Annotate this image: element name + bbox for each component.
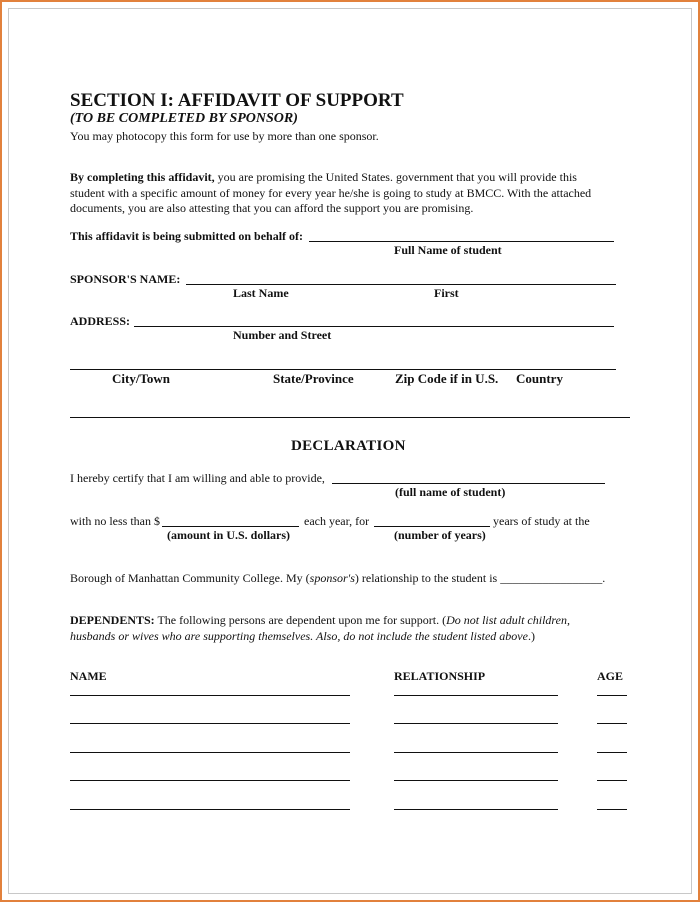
sponsors-word: sponsor's <box>309 571 355 585</box>
col-header-name: NAME <box>70 669 107 683</box>
dependent-relationship-field[interactable] <box>394 752 558 753</box>
first-name-caption: First <box>434 286 459 300</box>
col-header-relationship: RELATIONSHIP <box>394 669 486 683</box>
dependent-relationship-field[interactable] <box>394 695 558 696</box>
borough-text: Borough of Manhattan Community College. My ( <box>70 571 310 585</box>
dependent-relationship-field[interactable] <box>394 780 558 781</box>
city-state-zip-field[interactable] <box>70 369 616 370</box>
no-less-text: with no less than $ <box>70 514 160 528</box>
section-divider <box>70 417 630 418</box>
dependent-age-field[interactable] <box>597 752 627 753</box>
street-address-field[interactable] <box>134 326 614 327</box>
dependents-italic-2: husbands or wives who are supporting themselves. Also, do not include the student listed above <box>70 628 528 643</box>
declaration-student-field[interactable] <box>332 483 605 484</box>
declaration-heading: DECLARATION <box>291 438 406 454</box>
street-caption: Number and Street <box>233 328 332 342</box>
dependent-name-field[interactable] <box>70 809 350 810</box>
amount-caption: (amount in U.S. dollars) <box>167 528 291 542</box>
relationship-sentence <box>70 571 605 585</box>
dependents-line-2 <box>70 629 630 645</box>
intro-paragraph <box>70 170 630 217</box>
intro-lead: By completing this affidavit, <box>70 170 215 184</box>
sponsor-name-field[interactable] <box>186 284 616 285</box>
years-field[interactable] <box>374 526 490 527</box>
amount-field[interactable] <box>162 526 299 527</box>
behalf-label: This affidavit is being submitted on behalf of: <box>70 229 304 243</box>
dependent-name-field[interactable] <box>70 780 350 781</box>
dependent-name-field[interactable] <box>70 752 350 753</box>
relationship-field[interactable]: _________________. <box>500 571 606 585</box>
full-name-caption: Full Name of student <box>394 243 502 257</box>
city-caption: City/Town <box>112 371 171 386</box>
student-caption: (full name of student) <box>395 485 506 499</box>
intro-line-3: documents, you are also attesting that you can afford the support you are promising. <box>70 201 474 215</box>
dependents-paragraph <box>70 613 630 644</box>
state-caption: State/Province <box>273 371 354 386</box>
dependent-relationship-field[interactable] <box>394 723 558 724</box>
dependent-age-field[interactable] <box>597 723 627 724</box>
address-label: ADDRESS: <box>70 314 131 328</box>
relationship-text: ) relationship to the student is <box>354 571 498 585</box>
photocopy-note: You may photocopy this form for use by more than one sponsor. <box>70 129 379 143</box>
sponsor-name-label: SPONSOR'S NAME: <box>70 272 181 286</box>
intro-line-2: student with a specific amount of money for every year he/she is going to study at BMCC. With the attached <box>70 185 592 200</box>
dependent-age-field[interactable] <box>597 809 627 810</box>
dependent-name-field[interactable] <box>70 723 350 724</box>
page-title: SECTION I: AFFIDAVIT OF SUPPORT <box>70 90 404 111</box>
intro-line-1 <box>70 170 630 186</box>
each-year-text: each year, for <box>304 514 370 528</box>
certify-text: I hereby certify that I am willing and able to provide, <box>70 471 325 485</box>
country-caption: Country <box>516 371 563 386</box>
intro-line-1-text: you are promising the United States. government that you will provide this <box>214 170 577 184</box>
number-years-caption: (number of years) <box>394 528 486 542</box>
student-name-field[interactable] <box>309 241 614 242</box>
zip-caption: Zip Code if in U.S. <box>395 371 499 386</box>
dependents-line-1 <box>70 613 630 629</box>
col-header-age: AGE <box>597 669 624 683</box>
dependents-italic-1: Do not list adult children, <box>446 613 570 627</box>
dependents-text: The following persons are dependent upon me for support. ( <box>154 613 447 627</box>
dependent-name-field[interactable] <box>70 695 350 696</box>
dependents-label: DEPENDENTS: <box>70 613 155 627</box>
years-of-study-text: years of study at the <box>493 514 590 528</box>
dependents-end: .) <box>527 628 535 643</box>
dependent-age-field[interactable] <box>597 780 627 781</box>
page-subtitle: (TO BE COMPLETED BY SPONSOR) <box>70 111 298 126</box>
dependent-relationship-field[interactable] <box>394 809 558 810</box>
dependent-age-field[interactable] <box>597 695 627 696</box>
last-name-caption: Last Name <box>233 286 289 300</box>
